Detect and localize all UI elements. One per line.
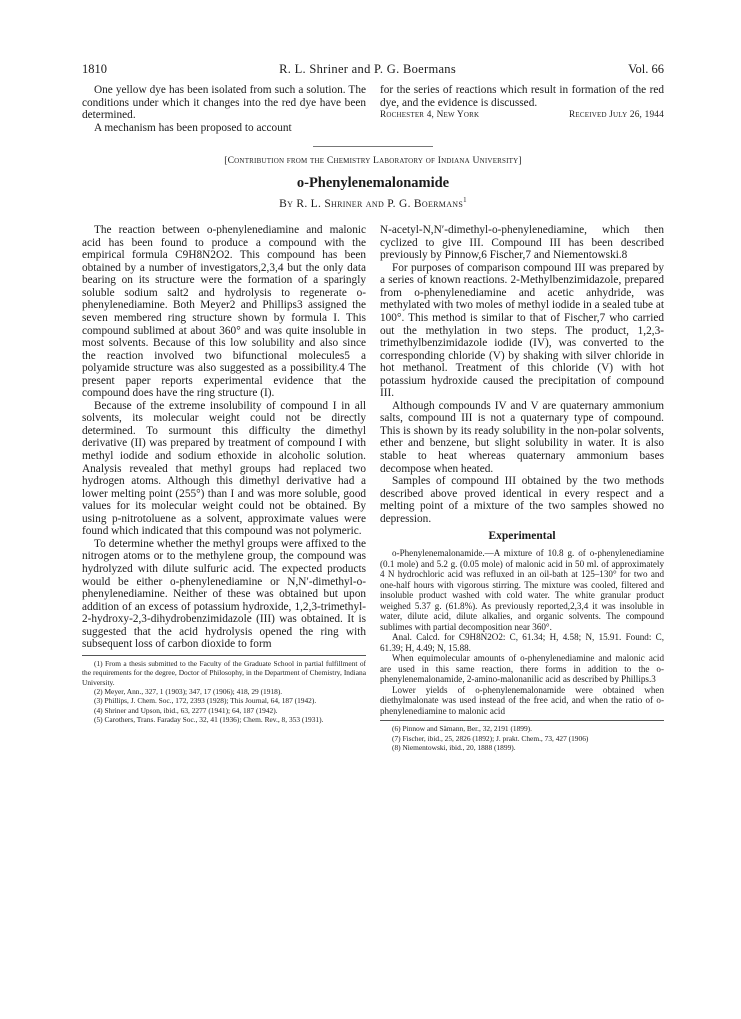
footnote: (2) Meyer, Ann., 327, 1 (1903); 347, 17 (1906); 418, 29 (1918).	[94, 687, 283, 696]
paragraph: Although compounds IV and V are quaternary ammonium salts, compound III is not a quaternary type of compound. This is shown by its ready solubility in the non-polar solvents, ether and benzene, but slight solubility in water. It is also stable to heat whereas quaternary ammonium bases decompose when heated.	[380, 399, 664, 475]
experimental-paragraph: Lower yields of o-phenylenemalonamide were obtained when diethylmalonate was used instead of the free acid, and when the ratio of o-phenylenediamine to malonic acid	[380, 684, 664, 716]
contribution-line: [Contribution from the Chemistry Laboratory of Indiana University]	[224, 155, 522, 167]
byline-text: By R. L. Shriner and P. G. Boermans	[279, 198, 464, 211]
experimental-paragraph: When equimolecular amounts of o-phenylenediamine and malonic acid are used in this same reaction, there forms in addition to the o-phenylenemalonamide, 2-amino-malonanilic acid as described by Phillips.3	[380, 653, 664, 685]
prev-left-text-2: A mechanism has been proposed to account	[94, 121, 292, 134]
footnote: (4) Shriner and Upson, ibid., 63, 2277 (1941); 64, 187 (1942).	[94, 705, 278, 715]
byline	[82, 198, 664, 210]
footnotes-left	[82, 659, 366, 725]
footnote: (3) Phillips, J. Chem. Soc., 172, 2393 (1928); This Journal, 64, 187 (1942).	[94, 696, 317, 706]
prev-right-text: for the series of reactions which result in formation of the red dye, and the evidence is discussed.	[380, 84, 664, 109]
place: Rochester 4, New York	[380, 110, 480, 121]
footnote: (8) Niementowski, ibid., 20, 1888 (1899).	[392, 743, 516, 753]
journal-page	[82, 62, 664, 753]
footnote: (1) From a thesis submitted to the Faculty of the Graduate School in partial fulfillment of the requirements for the degree, Doctor of Philosophy, in the Department of Chemistry, Indiana University.	[82, 658, 366, 687]
page-number: 1810	[82, 62, 107, 76]
received-date: Received July 26, 1944	[568, 110, 664, 121]
byline-footnote-mark: 1	[463, 197, 467, 205]
paragraph: The reaction between o-phenylenediamine and malonic acid has been found to produce a compound with the empirical formula C9H8N2O2. This compound has been obtained by a number of investigators,2,3,4 but the only data bearing on its structure were the formation of a sparingly soluble sodium salt2 and hydrolysis to regenerate o-phenylenediamine. Both Meyer2 and Phillips3 assigned the seven membered ring structure shown by formula I. This compound sublimed at about 360° and was quite insoluble in most solvents. Because of this low solubility and also since the reaction involved two bifunctional molecules5 a polyamide structure was also suggested as a possibility.4 The present paper reports experimental evidence that the compound does have the ring structure (I).	[82, 224, 366, 400]
divider	[313, 146, 433, 147]
prev-left-text: One yellow dye has been isolated from such a solution. The conditions under which it changes into the red dye have been determined.	[82, 84, 366, 122]
footnote: (5) Carothers, Trans. Faraday Soc., 32, 41 (1936); Chem. Rev., 8, 353 (1931).	[94, 715, 324, 725]
article-body	[82, 224, 664, 752]
dateline	[380, 110, 664, 120]
paragraph: To determine whether the methyl groups were affixed to the nitrogen atoms or to the methylene group, the compound was hydrolyzed with dilute sulfuric acid. The expected products would be either o-phenylenediamine or N,N′-dimethyl-o-phenylenediamine. Neither of these was obtained but upon addition of an excess of potassium hydroxide, 1,2,3-trimethyl-2-hydroxy-2,3-dihydrobenzimidazole (III) was obtained. It is suggested that the acid hydrolysis opened the ring with subsequent loss of carbon dioxide to form	[82, 537, 366, 651]
experimental-heading: Experimental	[488, 530, 556, 543]
paragraph: N-acetyl-N,N′-dimethyl-o-phenylenediamine, which then cyclized to give III. Compound III has been described previously by Pinnow,6 Fischer,7 and Niementowski.8	[380, 224, 664, 262]
right-column	[380, 224, 664, 752]
footnote-separator	[82, 655, 366, 656]
paragraph: Because of the extreme insolubility of compound I in all solvents, its molecular weight could not be directly determined. To surmount this difficulty the dimethyl derivative (II) was prepared by treatment of compound I with methyl iodide and sodium ethoxide in alcoholic solution. Analysis revealed that methyl groups had replaced two hydrogen atoms. Although this dimethyl derivative had a lower melting point (255°) than I and was more soluble, good values for its molecular weight could not be obtained. By using p-nitrotoluene as a solvent, approximate values were found which indicated that this compound was not polymeric.	[82, 399, 366, 538]
experimental-paragraph: o-Phenylenemalonamide.—A mixture of 10.8 g. of o-phenylenediamine (0.1 mole) and 5.2 g. (0.05 mole) of malonic acid in 50 ml. of approximately 4 N hydrochloric acid was refluxed in an oil-bath at 125–130° for two and one-half hours with vigorous stirring. The mixture was cooled, filtered and insoluble product washed with cold water. The white granular product weighed 5.37 g. (61.8%). As previously reported,2,3,4 it was insoluble in water, dilute acid, dilute alkalies, and organic solvents. The compound sublimes with partial decomposition near 360°.	[380, 548, 664, 632]
left-column	[82, 224, 366, 752]
experimental-paragraph: Anal. Calcd. for C9H8N2O2: C, 61.34; H, 4.58; N, 15.91. Found: C, 61.39; H, 4.49; N, 15.88.	[380, 632, 664, 653]
footnotes-right	[380, 724, 664, 752]
article-title: o-Phenylenemalonamide	[296, 175, 450, 192]
volume-label: Vol. 66	[628, 62, 664, 76]
running-title: R. L. Shriner and P. G. Boermans	[279, 62, 457, 76]
paragraph: Samples of compound III obtained by the two methods described above proved identical in every respect and a melting point of a mixture of the two samples showed no depression.	[380, 475, 664, 525]
footnote: (6) Pinnow and Sämann, Ber., 32, 2191 (1899).	[392, 724, 532, 734]
previous-article-ending	[82, 84, 664, 134]
footnote: (7) Fischer, ibid., 25, 2826 (1892); J. prakt. Chem., 73, 427 (1906)	[392, 733, 589, 743]
paragraph: For purposes of comparison compound III was prepared by a series of known reactions. 2-Methylbenzimidazole, prepared from o-phenylenediamine and acetic anhydride, was methylated with two moles of methyl iodide in a sealed tube at 100°. This method is similar to that of Fischer,7 who carried out the methylation in two steps. The product, 1,2,3-trimethylbenzimidazole iodide (IV), was converted to the corresponding chloride (V) by shaking with silver chloride in hot methanol. Treatment of this chloride (V) with hot potassium hydroxide caused the precipitation of compound III.	[380, 261, 664, 400]
running-header	[82, 62, 664, 82]
footnote-separator	[380, 720, 664, 721]
